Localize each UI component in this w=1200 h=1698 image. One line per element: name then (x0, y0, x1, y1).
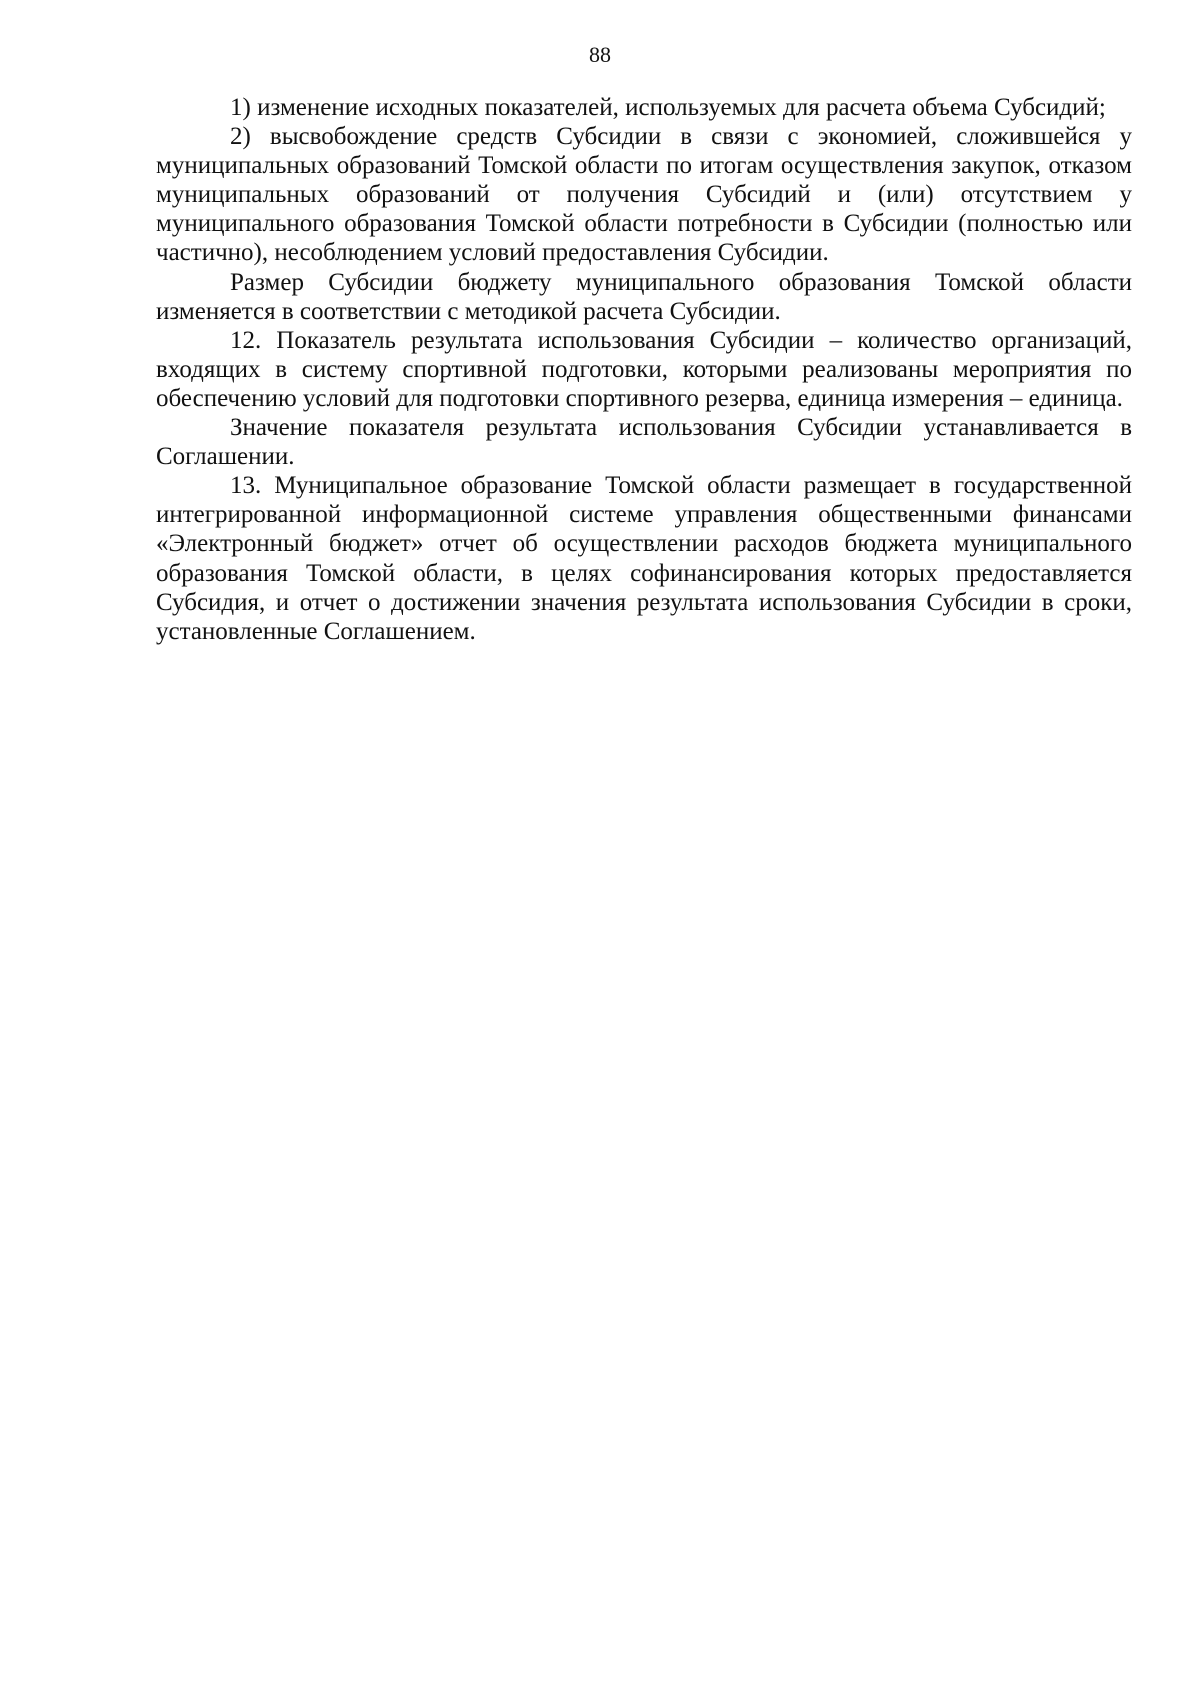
paragraph-indicator-value: Значение показателя результата использования Субсидии устанавливается в Соглашении. (156, 414, 1132, 471)
paragraph-item-2: 2) высвобождение средств Субсидии в связи с экономией, сложившейся у муниципальных образований Томской области по итогам осуществления закупок, отказом муниципальных образований от получения Субсидий и (или) отсутствием у муниципального образования Томской области потребности в Субсидии (полностью или частично), несоблюдением условий предоставления Субсидии. (156, 123, 1132, 267)
paragraph-subsidy-size: Размер Субсидии бюджету муниципального образования Томской области изменяется в соответствии с методикой расчета Субсидии. (156, 268, 1132, 325)
paragraph-12: 12. Показатель результата использования Субсидии – количество организаций, входящих в систему спортивной подготовки, которыми реализованы мероприятия по обеспечению условий для подготовки спортивного резерва, единица измерения – единица. (156, 326, 1132, 412)
page-number: 88 (589, 42, 611, 67)
document-body (156, 93, 1132, 646)
paragraph-item-1: 1) изменение исходных показателей, используемых для расчета объема Субсидий; (230, 94, 1106, 121)
paragraph-13: 13. Муниципальное образование Томской области размещает в государственной интегрированной информационной системе управления общественными финансами «Электронный бюджет» отчет об осуществлении расходов бюджета муниципального образования Томской области, в целях софинансирования которых предоставляется Субсидия, и отчет о достижении значения результата использования Субсидии в сроки, установленные Соглашением. (156, 472, 1132, 645)
